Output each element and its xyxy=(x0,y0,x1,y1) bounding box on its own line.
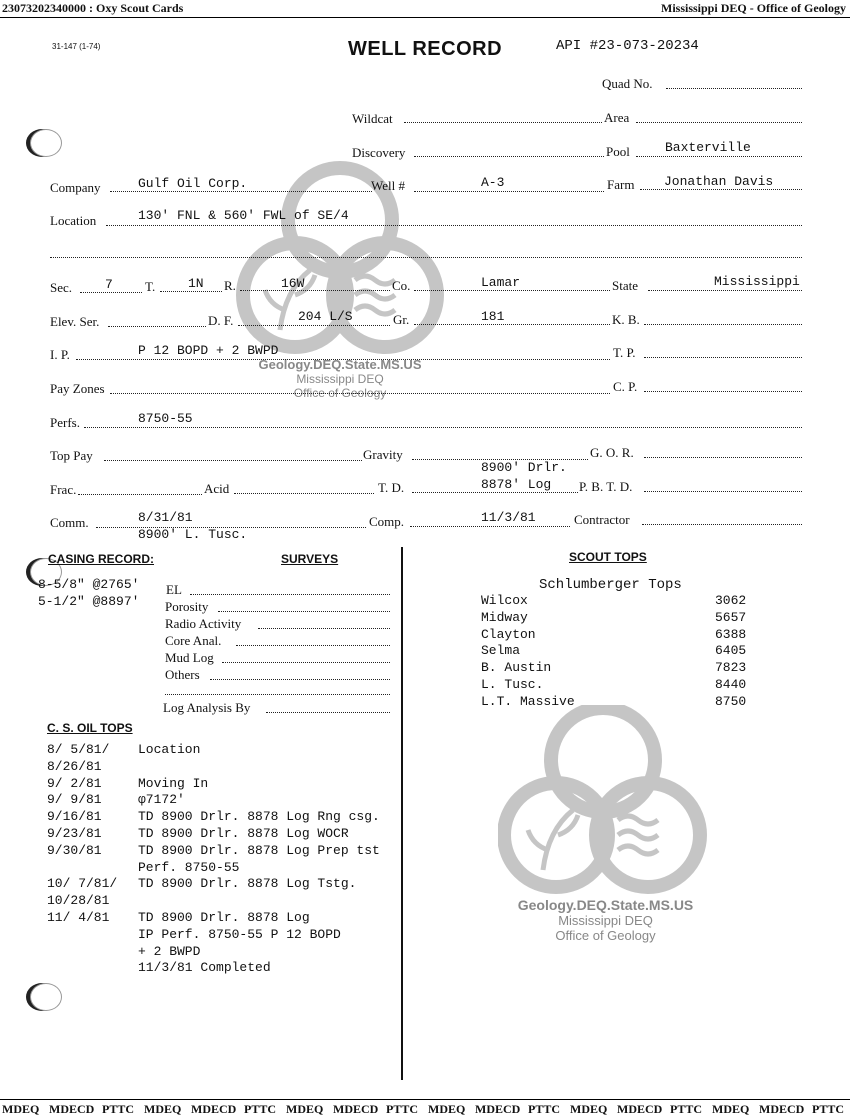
watermark-text-bottom: Geology.DEQ.State.MS.US Mississippi DEQ Office of Geology xyxy=(517,897,694,943)
area-label: Area xyxy=(604,110,630,125)
footer-item: MDECD xyxy=(49,1102,95,1116)
cs-oil-tops-date: 9/30/81 xyxy=(47,842,102,858)
casing-line: 8-5/8" @2765' xyxy=(38,577,140,592)
footer-item: MDECD xyxy=(333,1102,379,1116)
cs-oil-tops-entry: Moving In xyxy=(138,775,209,791)
gor-label: G. O. R. xyxy=(590,445,634,460)
perfs-field xyxy=(84,427,802,428)
survey-mud-log-field xyxy=(222,662,390,663)
footer-item: MDECD xyxy=(759,1102,805,1116)
sec-label: Sec. xyxy=(50,280,73,295)
source-agency: Mississippi DEQ - Office of Geology xyxy=(661,1,846,15)
survey-others-field-line-2 xyxy=(165,694,390,695)
footer-item: PTTC xyxy=(812,1102,845,1116)
footer-item: PTTC xyxy=(102,1102,135,1116)
log-analysis-label: Log Analysis By xyxy=(163,700,251,715)
survey-core-anal-field xyxy=(236,645,390,646)
td-value-drlr: 8900' Drlr. xyxy=(481,460,567,475)
elev-ser-field xyxy=(108,326,206,327)
location-field xyxy=(106,225,802,226)
td-label: T. D. xyxy=(378,480,405,495)
quad-no-label: Quad No. xyxy=(602,76,653,91)
cs-oil-tops-entry: TD 8900 Drlr. 8878 Log xyxy=(138,910,310,925)
df-label: D. F. xyxy=(208,313,234,328)
log-analysis-field xyxy=(266,712,390,713)
cs-oil-tops-entry: Perf. 8750-55 xyxy=(138,859,240,875)
comm-value: 8/31/81 xyxy=(138,510,193,525)
scout-top-formation: L.T. Massive xyxy=(481,693,575,709)
form-number: 31-147 (1-74) xyxy=(52,42,101,51)
pbtd-field xyxy=(644,491,802,492)
quad-no-field xyxy=(666,88,802,89)
scout-top-formation: Clayton xyxy=(481,626,536,642)
gor-field xyxy=(644,457,802,458)
scout-top-formation: Selma xyxy=(481,643,521,659)
cs-oil-tops-date: 9/23/81 xyxy=(47,826,102,841)
survey-radio-activity-field xyxy=(258,628,390,629)
cs-oil-tops-date: 9/16/81 xyxy=(47,809,102,825)
perfs-label: Perfs. xyxy=(50,415,80,430)
punch-hole-bottom xyxy=(30,983,62,1011)
ip-value: P 12 BOPD + 2 BWPD xyxy=(138,343,279,358)
td-field xyxy=(412,492,578,493)
survey-mud-log-label: Mud Log xyxy=(165,650,214,665)
survey-porosity-field xyxy=(218,611,390,612)
cs-oil-tops-entry: 11/3/81 Completed xyxy=(138,960,271,976)
footer-item: MDECD xyxy=(191,1102,237,1116)
tp-field xyxy=(644,357,802,358)
casing-record-heading: CASING RECORD: xyxy=(48,552,155,566)
api-number: API #23-073-20234 xyxy=(556,38,699,54)
wildcat-field xyxy=(404,122,602,123)
cs-oil-tops-entry: φ7172' xyxy=(138,792,185,808)
column-divider xyxy=(401,547,403,1080)
survey-el-field xyxy=(190,594,390,595)
watermark-text-top: Geology.DEQ.State.MS.US Mississippi DEQ Office of Geology xyxy=(258,357,422,400)
ip-label: I. P. xyxy=(50,347,70,362)
cs-oil-tops-date: 10/ 7/81/ xyxy=(47,876,118,892)
area-field xyxy=(636,122,802,123)
scout-top-depth: 5657 xyxy=(715,609,747,625)
discovery-field xyxy=(414,156,604,157)
gr-field xyxy=(414,324,610,325)
document-id: 23073202340000 : Oxy Scout Cards xyxy=(2,1,184,15)
scout-tops-heading: SCOUT TOPS xyxy=(569,550,647,564)
document-header-bar xyxy=(0,0,850,18)
punch-hole-top xyxy=(30,129,62,157)
ip-field xyxy=(76,359,610,360)
schlumberger-tops-subheading: Schlumberger Tops xyxy=(539,577,682,593)
top-pay-field xyxy=(104,460,362,461)
gravity-label: Gravity xyxy=(363,447,403,462)
comp-field xyxy=(410,526,570,527)
footer-item: PTTC xyxy=(670,1102,703,1116)
survey-el-label: EL xyxy=(166,582,182,597)
footer-item: PTTC xyxy=(528,1102,561,1116)
contractor-field xyxy=(642,524,802,525)
cs-oil-tops-date: 9/ 2/81 xyxy=(47,775,102,791)
sec-field xyxy=(80,292,142,293)
scout-top-formation: Wilcox xyxy=(481,593,528,608)
frac-field xyxy=(78,494,202,495)
cs-oil-tops-entry: TD 8900 Drlr. 8878 Log Prep tst xyxy=(138,842,380,858)
survey-core-anal-label: Core Anal. xyxy=(165,633,222,648)
cs-oil-tops-date: 9/ 9/81 xyxy=(47,792,102,808)
sec-value: 7 xyxy=(105,277,113,292)
footer-item: MDEQ xyxy=(570,1102,608,1116)
top-pay-label: Top Pay xyxy=(50,448,93,463)
df-value: 204 L/S xyxy=(298,309,353,324)
comm-value-formation: 8900' L. Tusc. xyxy=(138,527,248,542)
watermark-logo-top xyxy=(235,160,445,360)
pool-value: Baxterville xyxy=(665,140,751,155)
state-value: Mississippi xyxy=(714,274,800,289)
scout-top-depth: 3062 xyxy=(715,593,747,608)
cp-field xyxy=(644,391,802,392)
kb-field xyxy=(644,324,802,325)
cs-oil-tops-date: 8/ 5/81/ xyxy=(47,742,110,757)
cs-oil-tops-entry: + 2 BWPD xyxy=(138,943,201,959)
cs-oil-tops-entry: TD 8900 Drlr. 8878 Log Rng csg. xyxy=(138,809,380,825)
footer-item: MDEQ xyxy=(286,1102,324,1116)
location-value: 130' FNL & 560' FWL of SE/4 xyxy=(138,208,349,223)
contractor-label: Contractor xyxy=(574,512,630,527)
farm-value: Jonathan Davis xyxy=(664,174,774,189)
r-value: 16W xyxy=(281,276,305,291)
t-label: T. xyxy=(145,279,156,294)
scout-top-depth: 6405 xyxy=(715,643,747,659)
cs-oil-tops-date: 11/ 4/81 xyxy=(47,910,110,925)
pay-zones-field xyxy=(110,393,610,394)
state-field xyxy=(648,290,802,291)
comp-label: Comp. xyxy=(369,514,405,529)
scout-top-depth: 6388 xyxy=(715,626,747,642)
company-label: Company xyxy=(50,180,101,195)
survey-others-label: Others xyxy=(165,667,200,682)
footer-bar xyxy=(0,1099,850,1118)
r-field xyxy=(240,290,390,291)
footer-item: MDEQ xyxy=(712,1102,750,1116)
cs-oil-tops-date: 10/28/81 xyxy=(47,893,110,909)
pool-label: Pool xyxy=(606,144,630,159)
cs-oil-tops-entry: Location xyxy=(138,742,201,757)
scout-top-formation: Midway xyxy=(481,609,528,625)
farm-field xyxy=(640,189,802,190)
watermark-logo-bottom xyxy=(498,705,708,905)
scout-top-depth: 8750 xyxy=(715,693,747,709)
cs-oil-tops-entry: TD 8900 Drlr. 8878 Log WOCR xyxy=(138,826,349,841)
footer-item: MDECD xyxy=(475,1102,521,1116)
cs-oil-tops-heading: C. S. OIL TOPS xyxy=(47,721,133,735)
location-label: Location xyxy=(50,213,97,228)
cs-oil-tops-entry: TD 8900 Drlr. 8878 Log Tstg. xyxy=(138,876,357,892)
footer-item: MDEQ xyxy=(2,1102,40,1116)
well-no-value: A-3 xyxy=(481,175,505,190)
scout-top-depth: 8440 xyxy=(715,677,747,692)
cs-oil-tops-entry: IP Perf. 8750-55 P 12 BOPD xyxy=(138,926,341,942)
perfs-value: 8750-55 xyxy=(138,411,193,426)
cp-label: C. P. xyxy=(613,379,638,394)
acid-field xyxy=(234,493,374,494)
survey-radio-activity-label: Radio Activity xyxy=(165,616,242,631)
company-value: Gulf Oil Corp. xyxy=(138,176,248,191)
survey-others-field xyxy=(210,679,390,680)
comm-label: Comm. xyxy=(50,515,89,530)
cs-oil-tops-date: 8/26/81 xyxy=(47,758,102,774)
td-value-log: 8878' Log xyxy=(481,477,552,492)
farm-label: Farm xyxy=(607,177,635,192)
comp-value: 11/3/81 xyxy=(481,510,536,525)
r-label: R. xyxy=(224,278,236,293)
kb-label: K. B. xyxy=(612,312,640,327)
co-label: Co. xyxy=(392,278,411,293)
well-no-field xyxy=(414,191,604,192)
wildcat-label: Wildcat xyxy=(352,111,393,126)
tp-label: T. P. xyxy=(613,345,636,360)
pbtd-label: P. B. T. D. xyxy=(579,479,633,494)
scout-top-formation: B. Austin xyxy=(481,660,552,676)
co-value: Lamar xyxy=(481,275,521,290)
gr-value: 181 xyxy=(481,309,505,324)
co-field xyxy=(414,290,610,291)
footer-item: PTTC xyxy=(244,1102,277,1116)
footer-item: PTTC xyxy=(386,1102,419,1116)
elev-ser-label: Elev. Ser. xyxy=(50,314,100,329)
t-field xyxy=(160,291,222,292)
frac-label: Frac. xyxy=(50,482,77,497)
scout-top-formation: L. Tusc. xyxy=(481,677,544,692)
footer-item: MDECD xyxy=(617,1102,663,1116)
footer-item: MDEQ xyxy=(144,1102,182,1116)
pool-field xyxy=(636,156,802,157)
pay-zones-label: Pay Zones xyxy=(50,381,105,396)
gr-label: Gr. xyxy=(393,312,410,327)
well-no-label: Well # xyxy=(371,178,405,193)
scout-top-depth: 7823 xyxy=(715,660,747,676)
df-field xyxy=(238,325,390,326)
company-field xyxy=(110,191,372,192)
location-field-line-2 xyxy=(50,257,802,258)
surveys-heading: SURVEYS xyxy=(281,552,339,566)
survey-porosity-label: Porosity xyxy=(165,599,209,614)
t-value: 1N xyxy=(188,276,204,291)
acid-label: Acid xyxy=(204,481,230,496)
discovery-label: Discovery xyxy=(352,145,406,160)
footer-item: MDEQ xyxy=(428,1102,466,1116)
state-label: State xyxy=(612,278,638,293)
casing-line: 5-1/2" @8897' xyxy=(38,594,140,609)
page-title: WELL RECORD xyxy=(348,38,503,60)
